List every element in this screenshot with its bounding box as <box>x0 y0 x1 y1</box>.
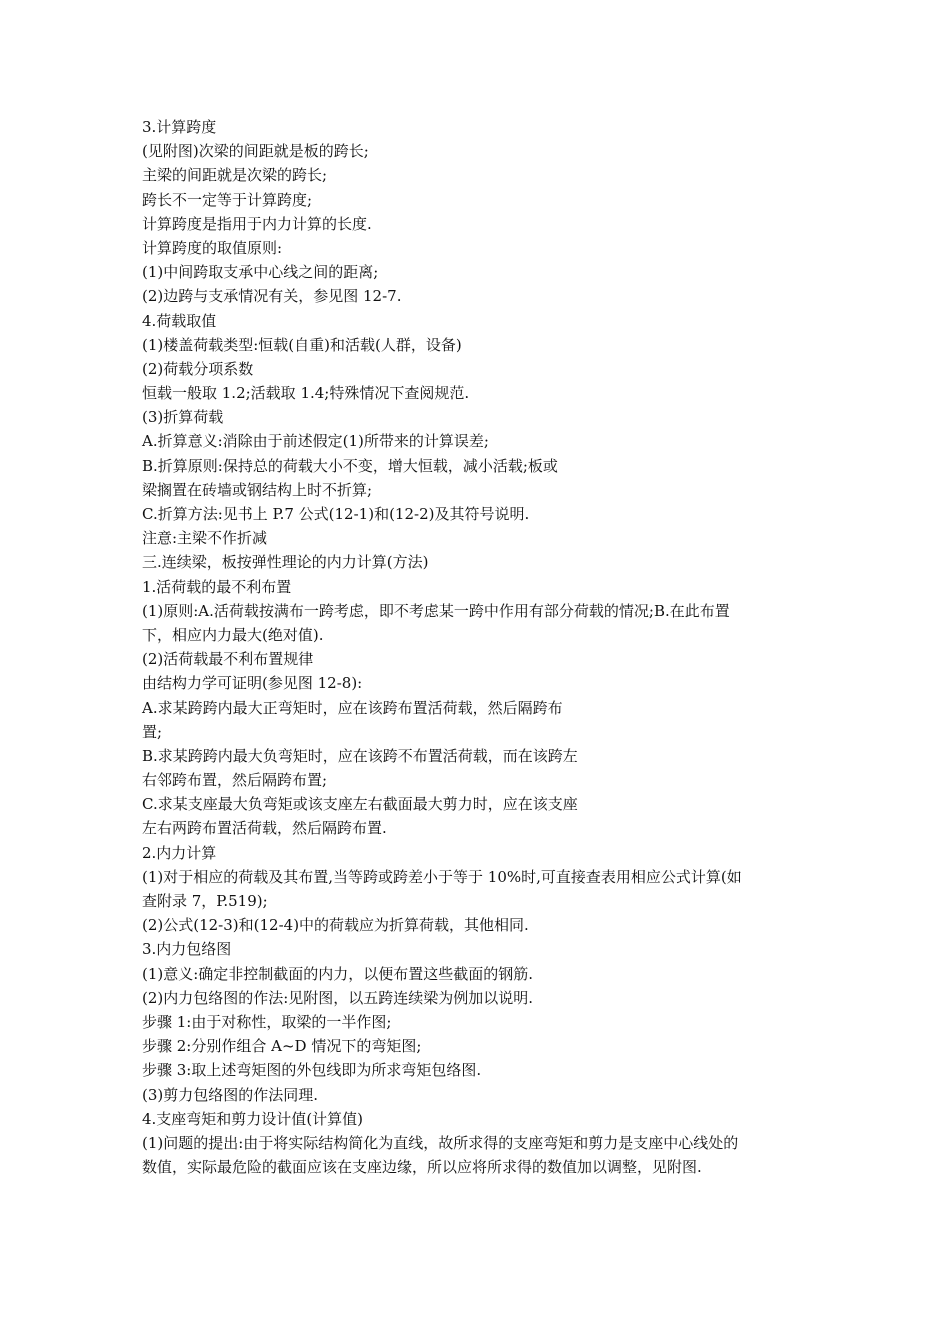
text-line: 4.荷载取值 <box>142 311 217 330</box>
text-line: (2)活荷载最不利布置规律 <box>142 650 314 669</box>
text-line: 右邻跨布置，然后隔跨布置; <box>142 771 328 790</box>
text-line: 置; <box>142 722 163 741</box>
text-line: (3)折算荷载 <box>142 408 224 427</box>
text-line: A.求某跨跨内最大正弯矩时，应在该跨布置活荷载，然后隔跨布 <box>142 698 563 717</box>
text-line: (见附图)次梁的间距就是板的跨长; <box>142 142 369 161</box>
text-line: A.折算意义:消除由于前述假定(1)所带来的计算误差; <box>142 432 489 451</box>
text-line: 数值，实际最危险的截面应该在支座边缘，所以应将所求得的数值加以调整，见附图. <box>142 1158 702 1177</box>
text-line: 计算跨度是指用于内力计算的长度. <box>142 214 372 233</box>
text-line: 左右两跨布置活荷载，然后隔跨布置. <box>142 819 387 838</box>
text-line: C.折算方法:见书上 P.7 公式(12-1)和(12-2)及其符号说明. <box>142 505 530 523</box>
text-line: 注意:主梁不作折减 <box>142 529 268 548</box>
text-line: B.折算原则:保持总的荷载大小不变，增大恒载，减小活载;板或 <box>142 456 558 475</box>
document-body <box>142 115 814 1179</box>
text-line: 计算跨度的取值原则: <box>142 238 283 257</box>
text-line: (2)边跨与支承情况有关，参见图 12-7. <box>142 287 402 306</box>
text-line: (1)问题的提出:由于将实际结构简化为直线，故所求得的支座弯矩和剪力是支座中心线处的 <box>142 1133 739 1152</box>
text-line: 恒载一般取 1.2;活载取 1.4;特殊情况下查阅规范. <box>142 384 470 403</box>
text-line: 步骤 2:分别作组合 A~D 情况下的弯矩图; <box>142 1037 422 1056</box>
text-line: (3)剪力包络图的作法同理. <box>142 1085 319 1104</box>
text-line: (1)原则:A.活荷载按满布一跨考虑，即不考虑某一跨中作用有部分荷载的情况;B.在此布置 <box>142 601 730 620</box>
text-line: C.求某支座最大负弯矩或该支座左右截面最大剪力时，应在该支座 <box>142 795 578 814</box>
text-line: 2.内力计算 <box>142 843 217 862</box>
text-line: 1.活荷载的最不利布置 <box>142 577 292 596</box>
text-line: B.求某跨跨内最大负弯矩时，应在该跨不布置活荷载，而在该跨左 <box>142 746 578 765</box>
text-line: 步骤 3:取上述弯矩图的外包线即为所求弯矩包络图. <box>142 1061 482 1080</box>
text-line: 梁搁置在砖墙或钢结构上时不折算; <box>142 480 373 499</box>
text-line: (1)对于相应的荷载及其布置,当等跨或跨差小于等于 10%时,可直接查表用相应公式计算(如 <box>142 867 742 886</box>
text-line: (2)公式(12-3)和(12-4)中的荷载应为折算荷载，其他相同. <box>142 916 529 935</box>
text-line: 3.计算跨度 <box>142 118 217 136</box>
text-line: (1)中间跨取支承中心线之间的距离; <box>142 263 379 282</box>
text-line: 下，相应内力最大(绝对值). <box>142 625 324 644</box>
text-line: (2)内力包络图的作法:见附图，以五跨连续梁为例加以说明. <box>142 988 534 1007</box>
text-line: 三.连续梁，板按弹性理论的内力计算(方法) <box>142 553 429 572</box>
text-line: (2)荷载分项系数 <box>142 359 254 378</box>
text-line: 主梁的间距就是次梁的跨长; <box>142 166 328 185</box>
text-line: 由结构力学可证明(参见图 12-8): <box>142 674 363 693</box>
text-line: 查附录 7，P.519); <box>142 892 268 910</box>
text-line: 4.支座弯矩和剪力设计值(计算值) <box>142 1109 364 1128</box>
text-line: 跨长不一定等于计算跨度; <box>142 190 313 209</box>
text-line: (1)意义:确定非控制截面的内力，以便布置这些截面的钢筋. <box>142 964 534 983</box>
text-line: 步骤 1:由于对称性，取梁的一半作图; <box>142 1012 392 1031</box>
text-line: 3.内力包络图 <box>142 940 232 959</box>
text-line: (1)楼盖荷载类型:恒载(自重)和活载(人群，设备) <box>142 335 462 354</box>
